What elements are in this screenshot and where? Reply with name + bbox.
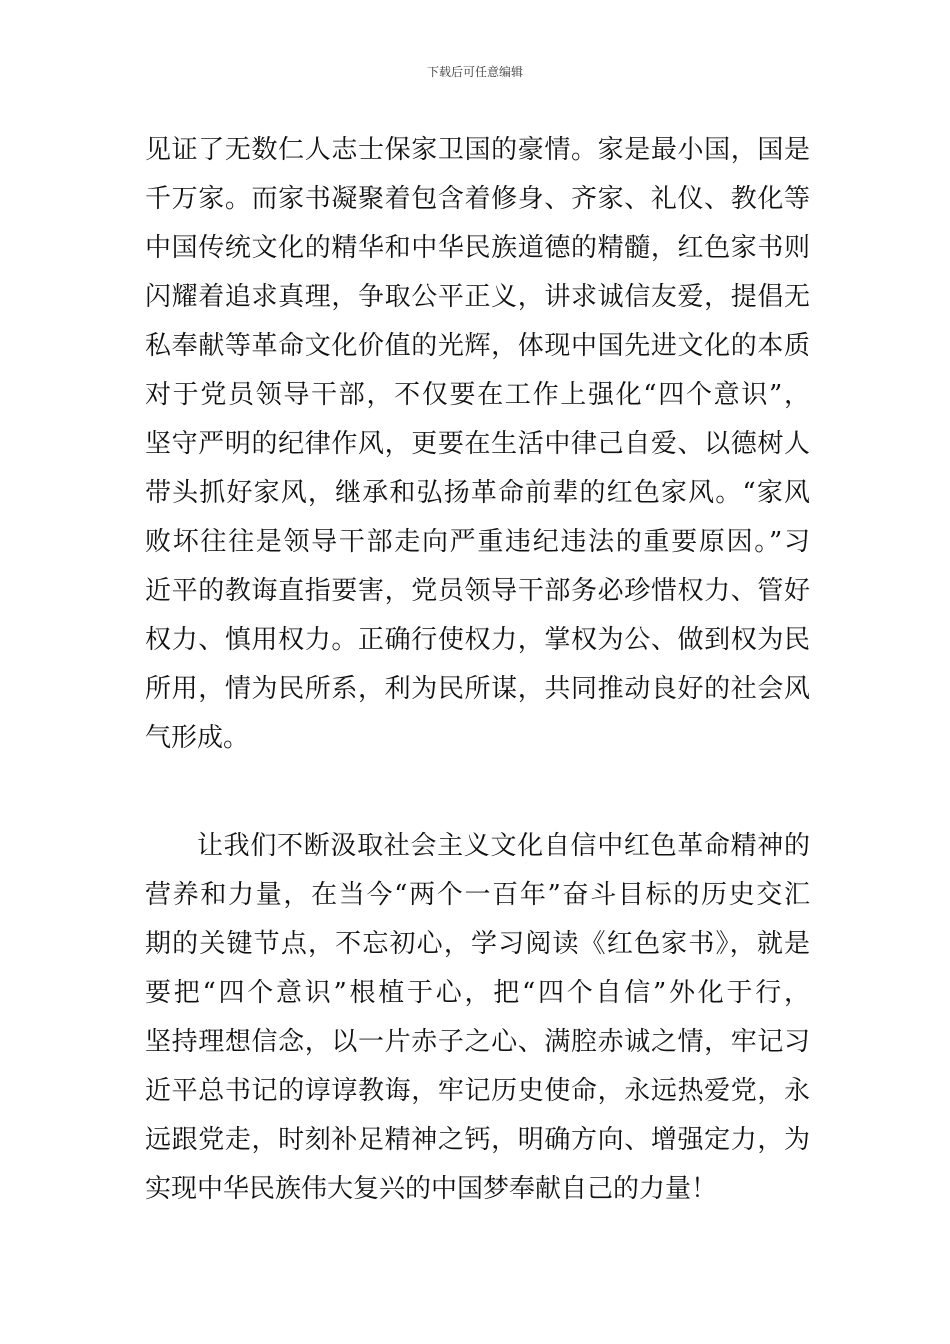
text-line: 中国传统文化的精华和中华民族道德的精髓，红色家书则 xyxy=(145,233,810,263)
text-line: 气形成。 xyxy=(145,723,250,753)
text-line: 败坏往往是领导干部走向严重违纪违法的重要原因。”习 xyxy=(145,527,810,557)
text-line: 坚持理想信念，以一片赤子之心、满腔赤诚之情，牢记习 xyxy=(145,1027,810,1057)
text-line: 远跟党走，时刻补足精神之钙，明确方向、增强定力，为 xyxy=(145,1125,810,1155)
text-line: 近平的教诲直指要害，党员领导干部务必珍惜权力、管好 xyxy=(145,576,810,606)
text-line: 带头抓好家风，继承和弘扬革命前辈的红色家风。“家风 xyxy=(145,478,810,508)
text-line: 近平总书记的谆谆教诲，牢记历史使命，永远热爱党，永 xyxy=(145,1076,810,1106)
paragraph-2 xyxy=(145,822,810,1214)
paragraph-1 xyxy=(145,126,810,763)
text-line: 期的关键节点，不忘初心，学习阅读《红色家书》，就是 xyxy=(145,929,810,959)
text-line: 所用，情为民所系，利为民所谋，共同推动良好的社会风 xyxy=(145,674,810,704)
text-line: 对于党员领导干部，不仅要在工作上强化“四个意识”， xyxy=(145,380,810,410)
text-line: 权力、慎用权力。正确行使权力，掌权为公、做到权为民 xyxy=(145,625,810,655)
text-line: 让我们不断汲取社会主义文化自信中红色革命精神的 xyxy=(197,831,810,861)
text-line: 营养和力量，在当今“两个一百年”奋斗目标的历史交汇 xyxy=(145,880,810,910)
text-line: 闪耀着追求真理，争取公平正义，讲求诚信友爱，提倡无 xyxy=(145,282,810,312)
text-line: 私奉献等革命文化价值的光辉，体现中国先进文化的本质 xyxy=(145,331,810,361)
text-line: 见证了无数仁人志士保家卫国的豪情。家是最小国，国是 xyxy=(145,135,810,165)
text-line: 实现中华民族伟大复兴的中国梦奉献自己的力量！ xyxy=(145,1174,718,1204)
text-line: 千万家。而家书凝聚着包含着修身、齐家、礼仪、教化等 xyxy=(145,184,810,214)
text-line: 要把“四个意识”根植于心，把“四个自信”外化于行， xyxy=(145,978,810,1008)
page-header: 下载后可任意编辑 xyxy=(426,65,523,79)
text-line: 坚守严明的纪律作风，更要在生活中律己自爱、以德树人 xyxy=(145,429,810,459)
